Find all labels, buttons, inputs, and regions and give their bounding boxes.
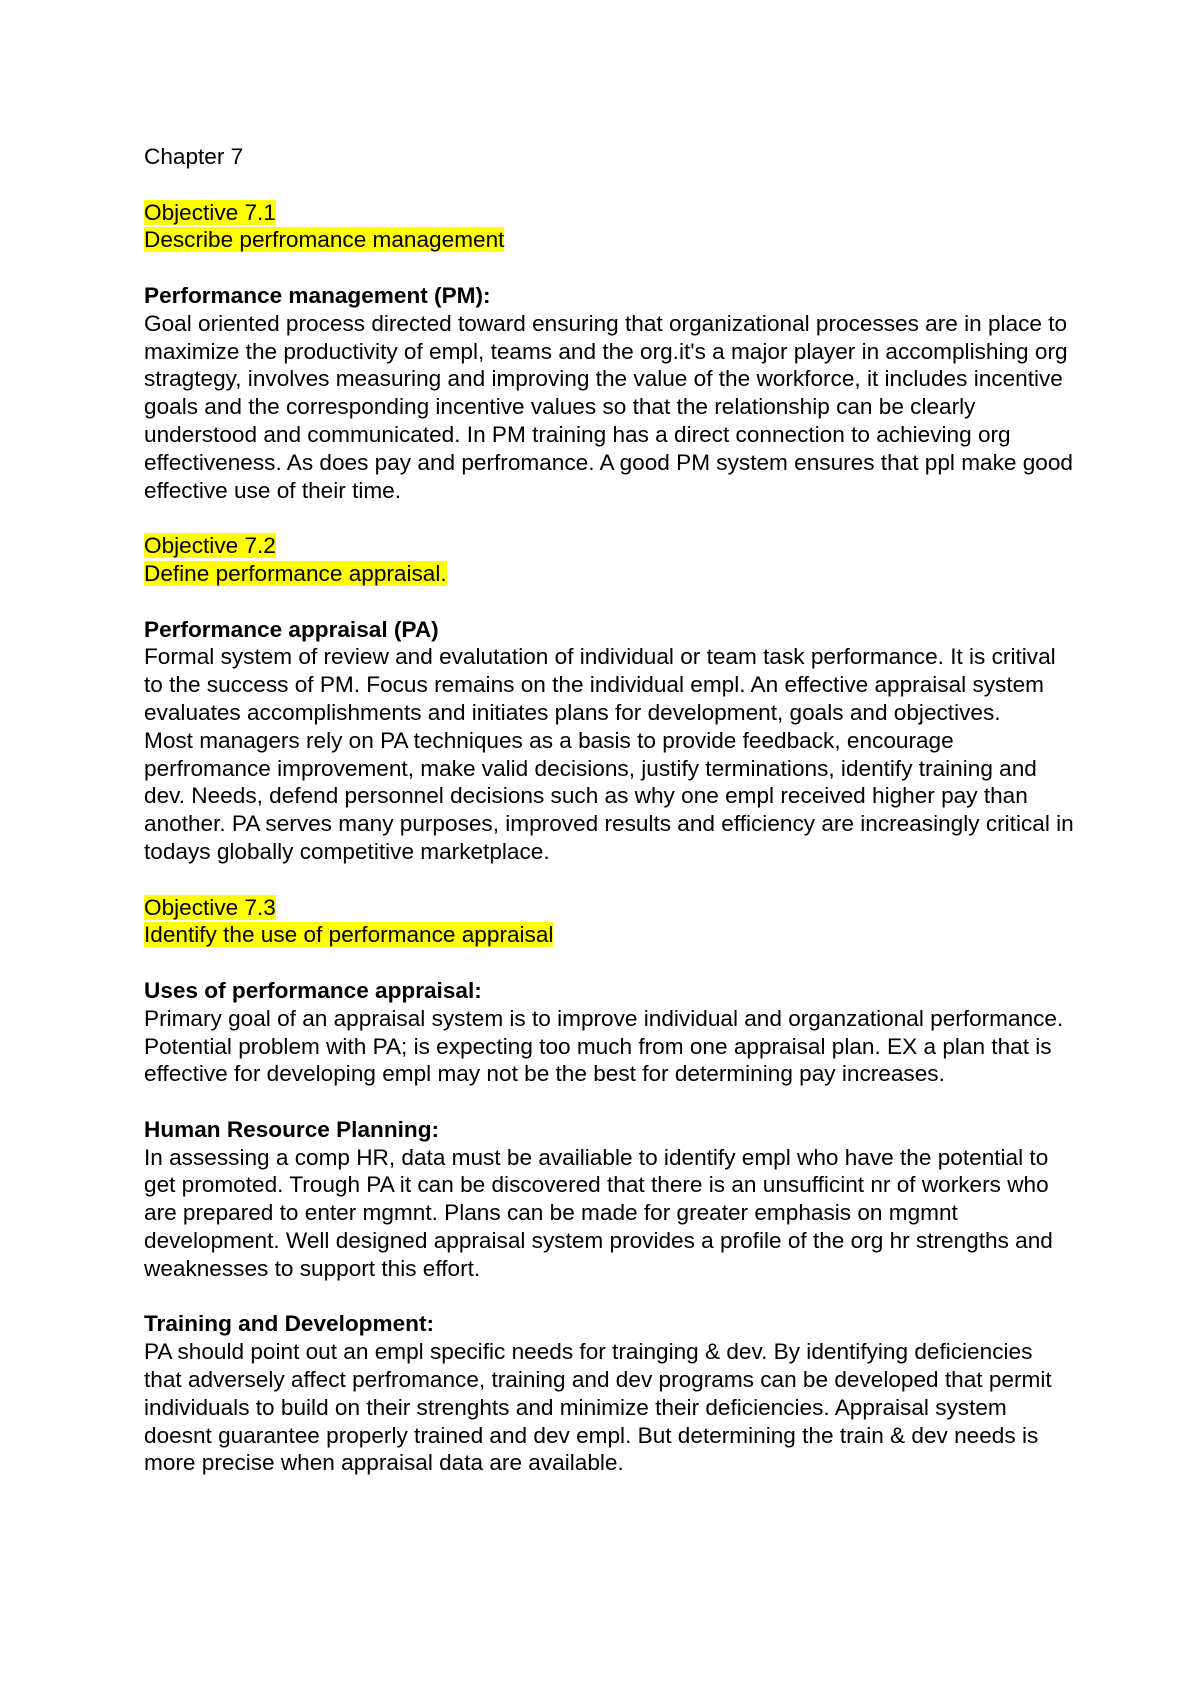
section-heading: Training and Development: (144, 1311, 434, 1337)
objective-description: Describe perfromance management (144, 227, 505, 253)
objective-block-2 (144, 532, 1074, 588)
document-content (144, 143, 1074, 1477)
objective-label: Objective 7.3 (144, 894, 276, 920)
objective-block-1 (144, 199, 1074, 255)
objective-label: Objective 7.1 (144, 199, 276, 225)
section-paragraph: PA should point out an empl specific needs for trainging & dev. By identifying deficiencies that adversely affect perfromance, training and dev programs can be developed that permit individuals to build on their strenghts and minimize their deficiencies. Appraisal system doesnt guarantee properly trained and dev empl. But determining the train & dev needs is more precise when appraisal data are available. (144, 1339, 1052, 1476)
section-uses-of-appraisal (144, 977, 1074, 1088)
objective-description: Define performance appraisal. (144, 560, 447, 586)
chapter-title: Chapter 7 (144, 144, 244, 169)
objective-label: Objective 7.2 (144, 533, 276, 559)
section-paragraph: Primary goal of an appraisal system is to improve individual and organzational performance. Potential problem with PA; is expecting too much from one appraisal plan. EX a plan that is effective for developing empl may not be the best for determining pay increases. (144, 1005, 1064, 1087)
section-training-development (144, 1310, 1074, 1477)
section-heading: Human Resource Planning: (144, 1116, 440, 1142)
section-paragraph: Goal oriented process directed toward ensuring that organizational processes are in place to maximize the productivity of empl, teams and the org.it's a major player in accomplishing org stragtegy, involves measuring and improving the value of the workforce, it includes incentive goals and the corresponding incentive values so that the relationship can be clearly understood and communicated. In PM training has a direct connection to achieving org effectiveness. As does pay and perfromance. A good PM system ensures that ppl make good effective use of their time. (144, 310, 1073, 503)
section-performance-management (144, 282, 1074, 504)
section-heading: Performance appraisal (PA) (144, 616, 439, 642)
section-paragraph: Most managers rely on PA techniques as a basis to provide feedback, encourage perfromance improvement, make valid decisions, justify terminations, identify training and dev. Needs, defend personnel decisions such as why one empl received higher pay than another. PA serves many purposes, improved results and efficiency are increasingly critical in todays globally competitive marketplace. (144, 727, 1074, 864)
section-hr-planning (144, 1116, 1074, 1283)
section-heading: Performance management (PM): (144, 282, 491, 308)
section-performance-appraisal (144, 616, 1074, 866)
objective-description: Identify the use of performance appraisal (144, 922, 554, 948)
section-paragraph: Formal system of review and evalutation of individual or team task performance. It is critival to the success of PM. Focus remains on the individual empl. An effective appraisal system evaluates accomplishments and initiates plans for development, goals and objectives. (144, 644, 1056, 725)
section-paragraph: In assessing a comp HR, data must be availiable to identify empl who have the potential to get promoted. Trough PA it can be discovered that there is an unsufficint nr of workers who are prepared to enter mgmnt. Plans can be made for greater emphasis on mgmnt development. Well designed appraisal system provides a profile of the org hr strengths and weaknesses to support this effort. (144, 1144, 1053, 1281)
objective-block-3 (144, 894, 1074, 950)
section-heading: Uses of performance appraisal: (144, 977, 482, 1003)
